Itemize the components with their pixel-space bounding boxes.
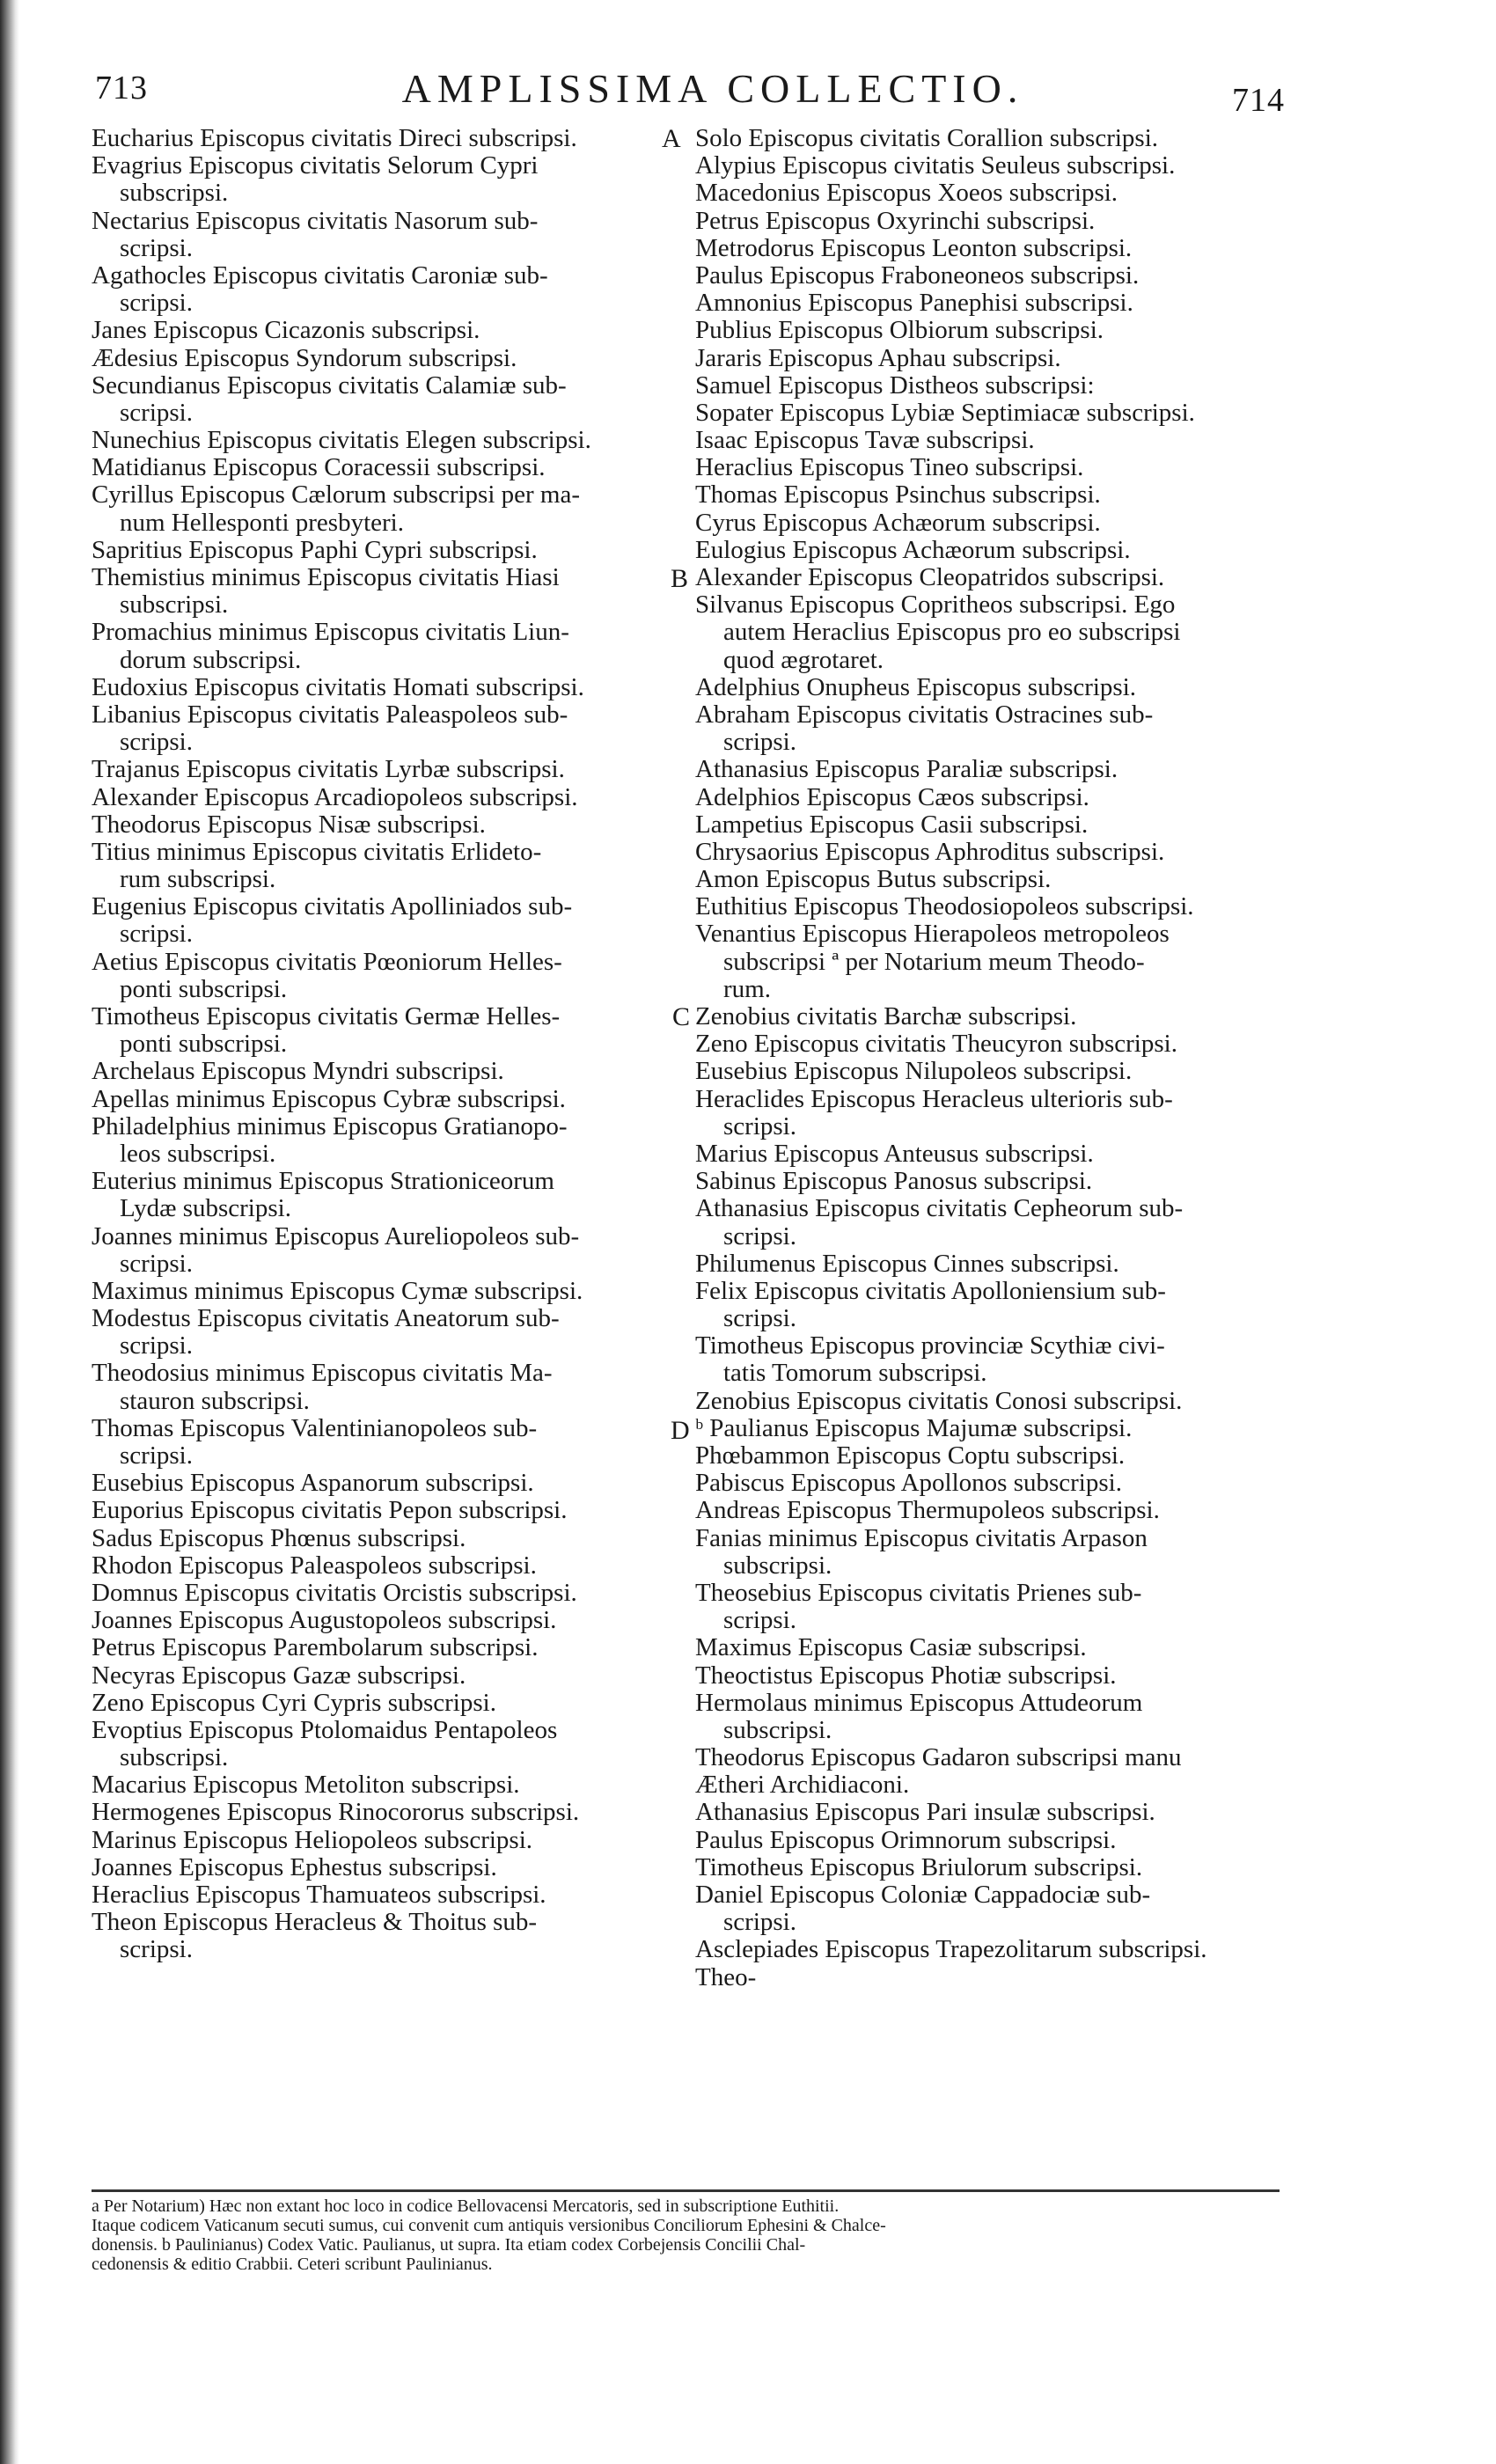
right-column-line: Samuel Episcopus Distheos subscripsi: [695,370,1095,400]
right-column-line: subscripsi. [723,1715,832,1744]
right-column-line: Paulus Episcopus Fraboneoneos subscripsi. [695,260,1140,290]
left-column-line: Rhodon Episcopus Paleaspoleos subscripsi. [92,1551,537,1580]
left-column-line: Eugenius Episcopus civitatis Apolliniados sub- [92,892,573,921]
left-column-line: Themistius minimus Episcopus civitatis Hiasi [92,563,560,591]
left-column-line: Theodorus Episcopus Nisæ subscripsi. [92,810,486,839]
right-column-line: Phœbammon Episcopus Coptu subscripsi. [695,1441,1126,1470]
left-column-line: Modestus Episcopus civitatis Aneatorum sub- [92,1304,560,1333]
right-column-line: Theosebius Episcopus civitatis Prienes sub- [695,1578,1142,1607]
right-column-line: Theo- [695,1962,757,1991]
left-column-line: Cyrillus Episcopus Cælorum subscripsi per ma- [92,480,580,510]
right-column-line: Thomas Episcopus Psinchus subscripsi. [695,480,1101,510]
left-column-line: Timotheus Episcopus civitatis Germæ Helles- [92,1002,561,1030]
left-column-line: Joannes Episcopus Augustopoleos subscripsi. [92,1606,557,1635]
left-column-line: Libanius Episcopus civitatis Paleaspoleos sub- [92,700,568,729]
left-column-line: Evagrius Episcopus civitatis Selorum Cypri [92,151,539,180]
right-column-line: Amon Episcopus Butus subscripsi. [695,865,1052,894]
footnote-line: a Per Notarium) Hæc non extant hoc loco in codice Bellovacensi Mercatoris, sed in subscriptione Euthitii. [92,2196,840,2216]
left-column-line: Eucharius Episcopus civitatis Direci subscripsi. [92,124,577,152]
right-column-line: Venantius Episcopus Hierapoleos metropoleos [695,920,1170,949]
left-column-line: scripsi. [120,728,193,757]
right-column-line: Amnonius Episcopus Panephisi subscripsi. [695,289,1133,318]
footnote-line: donensis. b Paulinianus) Codex Vatic. Paulianus, ut supra. Ita etiam codex Corbejensis Concilii Chal- [92,2235,806,2255]
left-column-line: Archelaus Episcopus Myndri subscripsi. [92,1057,504,1086]
left-column-line: Euporius Episcopus civitatis Pepon subscripsi. [92,1496,568,1525]
left-column-line: scripsi. [120,1331,193,1360]
left-column-line: Macarius Episcopus Metoliton subscripsi. [92,1771,520,1800]
page-number-left: 713 [95,70,148,106]
right-column-line: Paulus Episcopus Orimnorum subscripsi. [695,1825,1117,1854]
left-column-line: Ædesius Episcopus Syndorum subscripsi. [92,343,517,372]
right-column-line: scripsi. [723,1304,796,1333]
left-column-line: Petrus Episcopus Parembolarum subscripsi. [92,1633,539,1662]
right-column-line: Athanasius Episcopus Pari insulæ subscripsi. [695,1798,1155,1827]
right-column-line: Timotheus Episcopus provinciæ Scythiæ civi- [695,1331,1165,1360]
left-column-line: Trajanus Episcopus civitatis Lyrbæ subscripsi. [92,755,565,784]
right-column-line: Daniel Episcopus Coloniæ Cappadociæ sub- [695,1881,1151,1909]
right-column-line: Solo Episcopus civitatis Corallion subscripsi. [695,124,1159,152]
right-column-line: Felix Episcopus civitatis Apolloniensium sub- [695,1276,1166,1305]
right-column-line: Adelphios Episcopus Cæos subscripsi. [695,782,1089,811]
left-column-line: subscripsi. [120,179,229,208]
right-column-line: subscripsi. [723,1551,832,1580]
left-column-line: subscripsi. [120,1743,229,1772]
left-column-line: ponti subscripsi. [120,974,288,1003]
left-column [92,125,672,1964]
left-column-line: leos subscripsi. [120,1139,276,1168]
right-column-line: Asclepiades Episcopus Trapezolitarum subscripsi. [695,1935,1207,1964]
left-column-line: Joannes Episcopus Ephestus subscripsi. [92,1852,497,1881]
right-column-line: Adelphius Onupheus Episcopus subscripsi. [695,672,1137,701]
left-column-line: Theon Episcopus Heracleus & Thoitus sub- [92,1908,538,1937]
right-column-line: Theoctistus Episcopus Photiæ subscripsi. [695,1661,1117,1690]
left-column-line: Thomas Episcopus Valentinianopoleos sub- [92,1413,538,1442]
left-column-line: Marinus Episcopus Heliopoleos subscripsi. [92,1825,533,1854]
right-column-line: Andreas Episcopus Thermupoleos subscripsi. [695,1496,1160,1525]
footnote-rule [92,2189,1280,2192]
right-column-line: Macedonius Episcopus Xoeos subscripsi. [695,179,1118,208]
left-column-line: Aetius Episcopus civitatis Pœoniorum Helles- [92,947,562,976]
right-column-line: Isaac Episcopus Tavæ subscripsi. [695,426,1035,455]
left-column-line: scripsi. [120,289,193,318]
left-column-line: Joannes minimus Episcopus Aureliopoleos sub- [92,1221,580,1250]
right-column-line: Zeno Episcopus civitatis Theucyron subscripsi. [695,1030,1177,1059]
left-column-line: Theodosius minimus Episcopus civitatis Ma- [92,1359,553,1388]
right-column-line: rum. [723,974,771,1003]
left-column-line: scripsi. [120,233,193,262]
left-column-line: Sapritius Episcopus Paphi Cypri subscripsi. [92,535,538,564]
right-column-line: quod ægrotaret. [723,645,884,674]
left-column-line: subscripsi. [120,590,229,620]
right-column-line: scripsi. [723,1606,796,1635]
left-column-line: Apellas minimus Episcopus Cybræ subscripsi. [92,1084,566,1113]
right-column-line: Heraclius Episcopus Tineo subscripsi. [695,453,1084,482]
left-column-line: Promachius minimus Episcopus civitatis Liun- [92,618,569,647]
left-column-line: scripsi. [120,1249,193,1278]
left-column-line: Evoptius Episcopus Ptolomaidus Pentapoleos [92,1715,558,1744]
left-column-line: Nunechius Episcopus civitatis Elegen subscripsi. [92,426,591,455]
right-column-line: Silvanus Episcopus Copritheos subscripsi. Ego [695,590,1176,620]
left-column-line: num Hellesponti presbyteri. [120,508,404,537]
right-column-line: Cyrus Episcopus Achæorum subscripsi. [695,508,1101,537]
left-column-line: ponti subscripsi. [120,1030,288,1059]
right-column-line: Alypius Episcopus civitatis Seuleus subscripsi. [695,151,1176,180]
right-column-line: Ætheri Archidiaconi. [695,1771,910,1800]
right-column-line: Athanasius Episcopus civitatis Cepheorum sub- [695,1194,1184,1223]
page-title: AMPLISSIMA COLLECTIO. [401,66,1024,111]
left-column-line: scripsi. [120,1935,193,1964]
right-column-line: Petrus Episcopus Oxyrinchi subscripsi. [695,206,1096,235]
right-column-line: ᵇ Paulianus Episcopus Majumæ subscripsi. [695,1413,1133,1442]
right-column-line: Eusebius Episcopus Nilupoleos subscripsi. [695,1057,1133,1086]
page-number-right: 714 [1232,82,1285,119]
right-column-line: Timotheus Episcopus Briulorum subscripsi. [695,1852,1143,1881]
left-column-line: Maximus minimus Episcopus Cymæ subscripsi. [92,1276,583,1305]
right-column-line: Zenobius Episcopus civitatis Conosi subscripsi. [695,1386,1183,1415]
left-column-line: Matidianus Episcopus Coracessii subscripsi. [92,453,546,482]
footnote-line: cedonensis & editio Crabbii. Ceteri scribunt Paulinianus. [92,2255,493,2274]
right-column-line: Lampetius Episcopus Casii subscripsi. [695,810,1089,839]
footnotes [92,2196,1288,2274]
right-column-line: Heraclides Episcopus Heracleus ulterioris sub- [695,1084,1173,1113]
left-column-line: dorum subscripsi. [120,645,302,674]
margin-marker-d: D [671,1416,690,1445]
margin-marker-c: C [672,1002,691,1031]
right-column-line: Marius Episcopus Anteusus subscripsi. [695,1139,1094,1168]
right-column-line: Maximus Episcopus Casiæ subscripsi. [695,1633,1087,1662]
right-column-line: Eulogius Episcopus Achæorum subscripsi. [695,535,1131,564]
right-column-line: Metrodorus Episcopus Leonton subscripsi. [695,233,1133,262]
right-column-line: Theodorus Episcopus Gadaron subscripsi manu [695,1743,1182,1772]
binding-shadow [0,0,19,2464]
left-column-line: Lydæ subscripsi. [120,1194,291,1223]
left-column-line: Agathocles Episcopus civitatis Caroniæ sub- [92,260,548,290]
right-column-line: Philumenus Episcopus Cinnes subscripsi. [695,1249,1119,1278]
right-column-line: Zenobius civitatis Barchæ subscripsi. [695,1002,1077,1030]
left-column-line: Alexander Episcopus Arcadiopoleos subscripsi. [92,782,578,811]
running-head [0,60,1496,119]
footnote-line: Itaque codicem Vaticanum secuti sumus, cui convenit cum antiquis versionibus Conciliorum Ephesini & Chalce- [92,2216,886,2235]
right-column-line: Euthitius Episcopus Theodosiopoleos subscripsi. [695,892,1194,921]
right-column-line: scripsi. [723,1908,796,1937]
left-column-line: Domnus Episcopus civitatis Orcistis subscripsi. [92,1578,577,1607]
right-column-line: Pabiscus Episcopus Apollonos subscripsi. [695,1469,1122,1498]
left-column-line: Secundianus Episcopus civitatis Calamiæ sub- [92,370,567,400]
right-column-line: tatis Tomorum subscripsi. [723,1359,987,1388]
left-column-line: Eusebius Episcopus Aspanorum subscripsi. [92,1469,534,1498]
right-column-line: scripsi. [723,728,796,757]
right-column-line: Abraham Episcopus civitatis Ostracines sub- [695,700,1154,729]
left-column-line: rum subscripsi. [120,865,276,894]
left-column-line: Sadus Episcopus Phœnus subscripsi. [92,1523,466,1552]
left-column-line: Heraclius Episcopus Thamuateos subscripsi. [92,1881,546,1909]
right-column-line: Hermolaus minimus Episcopus Attudeorum [695,1688,1143,1717]
right-column-line: Sopater Episcopus Lybiæ Septimiacæ subscripsi. [695,398,1195,427]
right-column-line: Publius Episcopus Olbiorum subscripsi. [695,316,1104,345]
right-column-line: Athanasius Episcopus Paraliæ subscripsi. [695,755,1118,784]
left-column-line: Zeno Episcopus Cyri Cypris subscripsi. [92,1688,496,1717]
left-column-line: Eudoxius Episcopus civitatis Homati subscripsi. [92,672,584,701]
left-column-line: stauron subscripsi. [120,1386,310,1415]
left-column-line: Euterius minimus Episcopus Strationiceorum [92,1167,554,1196]
margin-marker-a: A [662,124,681,153]
left-column-line: Janes Episcopus Cicazonis subscripsi. [92,316,480,345]
left-column-line: scripsi. [120,1441,193,1470]
left-column-line: Philadelphius minimus Episcopus Gratianopo- [92,1111,568,1140]
right-column-line: Sabinus Episcopus Panosus subscripsi. [695,1167,1093,1196]
right-column [695,125,1276,1991]
right-column-line: Fanias minimus Episcopus civitatis Arpason [695,1523,1148,1552]
left-column-line: Titius minimus Episcopus civitatis Erlideto- [92,837,542,866]
right-column-line: scripsi. [723,1221,796,1250]
right-column-line: scripsi. [723,1111,796,1140]
right-column-line: Chrysaorius Episcopus Aphroditus subscripsi. [695,837,1165,866]
left-column-line: Necyras Episcopus Gazæ subscripsi. [92,1661,466,1690]
right-column-line: Alexander Episcopus Cleopatridos subscripsi. [695,563,1165,591]
right-column-line: autem Heraclius Episcopus pro eo subscripsi [723,618,1181,647]
left-column-line: Nectarius Episcopus civitatis Nasorum sub- [92,206,539,235]
right-column-line: subscripsi ª per Notarium meum Theodo- [723,947,1145,976]
left-column-line: scripsi. [120,398,193,427]
left-column-line: Hermogenes Episcopus Rinocororus subscripsi. [92,1798,580,1827]
margin-marker-b: B [671,564,689,593]
right-column-line: Jararis Episcopus Aphau subscripsi. [695,343,1061,372]
left-column-line: scripsi. [120,920,193,949]
